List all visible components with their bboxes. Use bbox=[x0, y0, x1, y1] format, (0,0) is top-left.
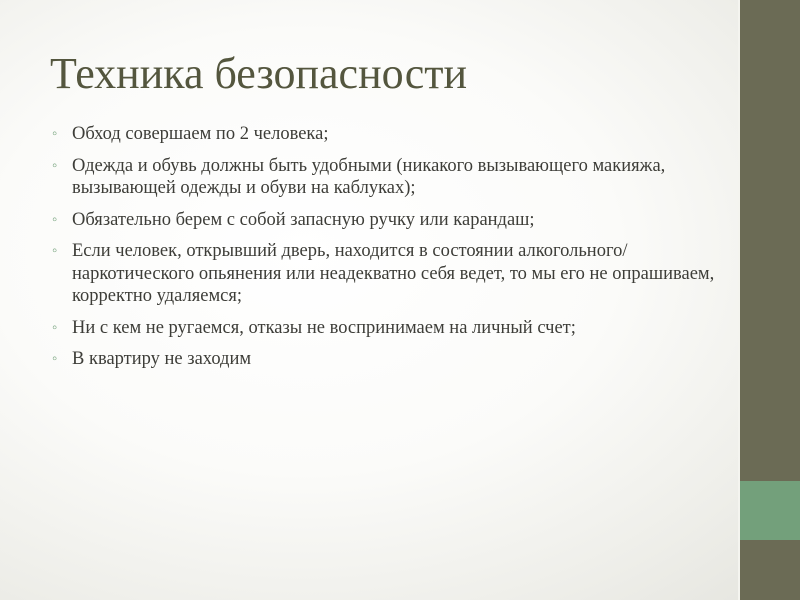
bullet-circle-icon: ◦ bbox=[52, 126, 58, 142]
bullet-circle-icon: ◦ bbox=[52, 319, 58, 336]
bullet-text: В квартиру не заходим bbox=[72, 349, 252, 369]
bullet-item bbox=[52, 348, 732, 371]
bullet-item bbox=[52, 209, 732, 232]
bullet-circle-icon: ◦ bbox=[52, 243, 58, 259]
bullet-text: Если человек, открывший дверь, находится в состоянии алкогольного/наркотического опьянения или неадекватно себя ведет, то мы его не опрашиваем, корректно удаляемся; bbox=[72, 241, 715, 306]
bullet-item bbox=[52, 155, 732, 200]
bullet-item bbox=[52, 317, 732, 340]
bullet-text: Ни с кем не ругаемся, отказы не воспринимаем на личный счет; bbox=[72, 317, 576, 338]
slide-title: Техника безопасности bbox=[50, 49, 468, 98]
bullet-item bbox=[52, 240, 732, 308]
bullet-text: Обход совершаем по 2 человека; bbox=[72, 124, 329, 144]
bullet-text: Одежда и обувь должны быть удобными (никакого вызывающего макияжа, вызывающей одежды и обуви на каблуках); bbox=[72, 155, 666, 198]
sidebar-accent-block bbox=[740, 481, 800, 540]
bullet-circle-icon: ◦ bbox=[52, 157, 58, 174]
bullet-item bbox=[52, 123, 732, 146]
bullet-list bbox=[52, 123, 732, 380]
bullet-circle-icon: ◦ bbox=[52, 351, 58, 367]
bullet-text: Обязательно берем с собой запасную ручку или карандаш; bbox=[72, 209, 535, 230]
bullet-circle-icon: ◦ bbox=[52, 211, 58, 228]
